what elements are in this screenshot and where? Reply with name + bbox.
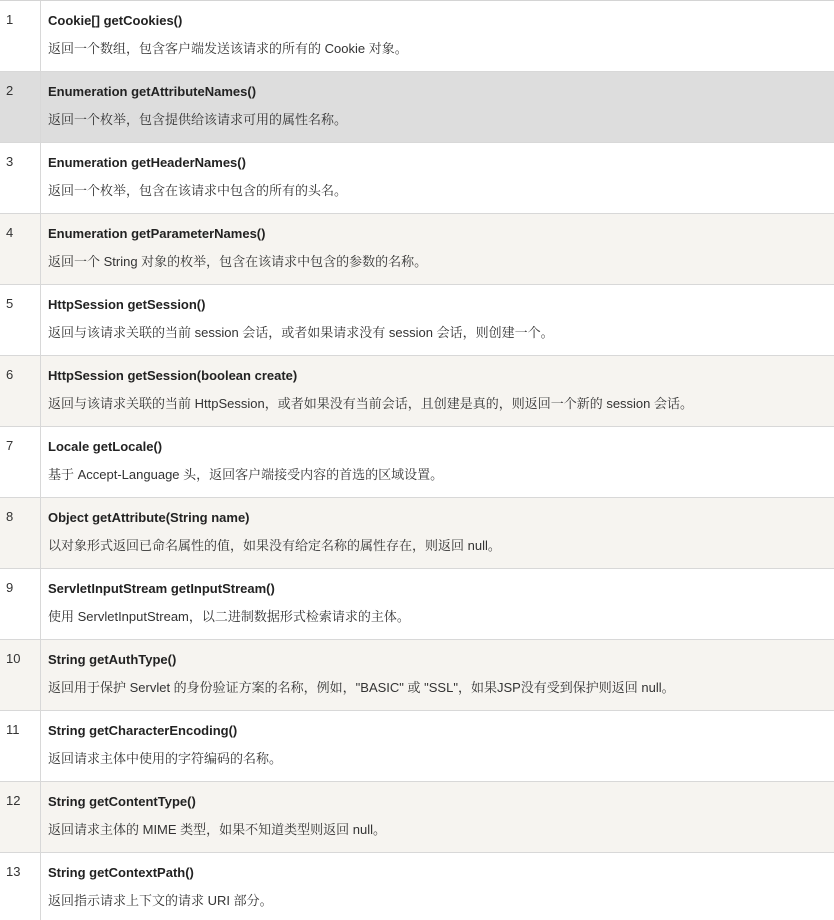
method-cell <box>41 782 834 852</box>
method-signature: Enumeration getAttributeNames() <box>48 84 257 99</box>
table-row <box>0 285 834 356</box>
table-row <box>0 214 834 285</box>
row-number: 11 <box>0 711 41 781</box>
method-cell <box>41 498 834 568</box>
method-signature: String getAuthType() <box>48 652 177 667</box>
row-number: 4 <box>0 214 41 284</box>
method-description: 返回请求主体中使用的字符编码的名称。 <box>48 751 283 766</box>
row-number: 13 <box>0 853 41 920</box>
method-description: 返回一个枚举，包含在该请求中包含的所有的头名。 <box>48 183 348 198</box>
method-signature: Locale getLocale() <box>48 439 163 454</box>
method-cell <box>41 569 834 639</box>
method-signature: HttpSession getSession() <box>48 297 206 312</box>
table-row <box>0 72 834 143</box>
method-cell <box>41 356 834 426</box>
method-description: 返回用于保护 Servlet 的身份验证方案的名称，例如，"BASIC" 或 "SSL"，如果JSP没有受到保护则返回 null。 <box>48 680 675 695</box>
table-row <box>0 143 834 214</box>
method-description: 使用 ServletInputStream，以二进制数据形式检索请求的主体。 <box>48 609 410 624</box>
table-row <box>0 640 834 711</box>
method-description: 以对象形式返回已命名属性的值，如果没有给定名称的属性存在，则返回 null。 <box>48 538 501 553</box>
table-row <box>0 427 834 498</box>
method-description: 返回一个数组，包含客户端发送该请求的所有的 Cookie 对象。 <box>48 41 408 56</box>
method-description: 返回与该请求关联的当前 session 会话，或者如果请求没有 session 会话，则创建一个。 <box>48 325 554 340</box>
method-signature: Enumeration getParameterNames() <box>48 226 266 241</box>
method-description: 返回一个 String 对象的枚举，包含在该请求中包含的参数的名称。 <box>48 254 428 269</box>
method-signature: String getContentType() <box>48 794 196 809</box>
method-signature: Cookie[] getCookies() <box>48 13 183 28</box>
method-signature: Object getAttribute(String name) <box>48 510 250 525</box>
row-number: 10 <box>0 640 41 710</box>
method-cell <box>41 214 834 284</box>
method-description: 返回请求主体的 MIME 类型，如果不知道类型则返回 null。 <box>48 822 387 837</box>
method-cell <box>41 711 834 781</box>
row-number: 12 <box>0 782 41 852</box>
method-description: 基于 Accept-Language 头，返回客户端接受内容的首选的区域设置。 <box>48 467 444 482</box>
table-row <box>0 711 834 782</box>
method-cell <box>41 853 834 920</box>
row-number: 7 <box>0 427 41 497</box>
method-signature: ServletInputStream getInputStream() <box>48 581 275 596</box>
table-row <box>0 569 834 640</box>
row-number: 9 <box>0 569 41 639</box>
table-row <box>0 1 834 72</box>
table-row <box>0 782 834 853</box>
table-row <box>0 356 834 427</box>
method-cell <box>41 1 834 71</box>
method-description: 返回与该请求关联的当前 HttpSession，或者如果没有当前会话，且创建是真的，则返回一个新的 session 会话。 <box>48 396 694 411</box>
method-cell <box>41 427 834 497</box>
method-cell <box>41 143 834 213</box>
method-cell <box>41 72 834 142</box>
row-number: 6 <box>0 356 41 426</box>
row-number: 5 <box>0 285 41 355</box>
method-cell <box>41 285 834 355</box>
method-description: 返回指示请求上下文的请求 URI 部分。 <box>48 893 273 908</box>
table-row <box>0 498 834 569</box>
table-row <box>0 853 834 920</box>
method-signature: HttpSession getSession(boolean create) <box>48 368 298 383</box>
method-cell <box>41 640 834 710</box>
method-signature: String getCharacterEncoding() <box>48 723 238 738</box>
row-number: 1 <box>0 1 41 71</box>
row-number: 8 <box>0 498 41 568</box>
method-signature: Enumeration getHeaderNames() <box>48 155 246 170</box>
row-number: 3 <box>0 143 41 213</box>
method-signature: String getContextPath() <box>48 865 194 880</box>
row-number: 2 <box>0 72 41 142</box>
method-description: 返回一个枚举，包含提供给该请求可用的属性名称。 <box>48 112 348 127</box>
